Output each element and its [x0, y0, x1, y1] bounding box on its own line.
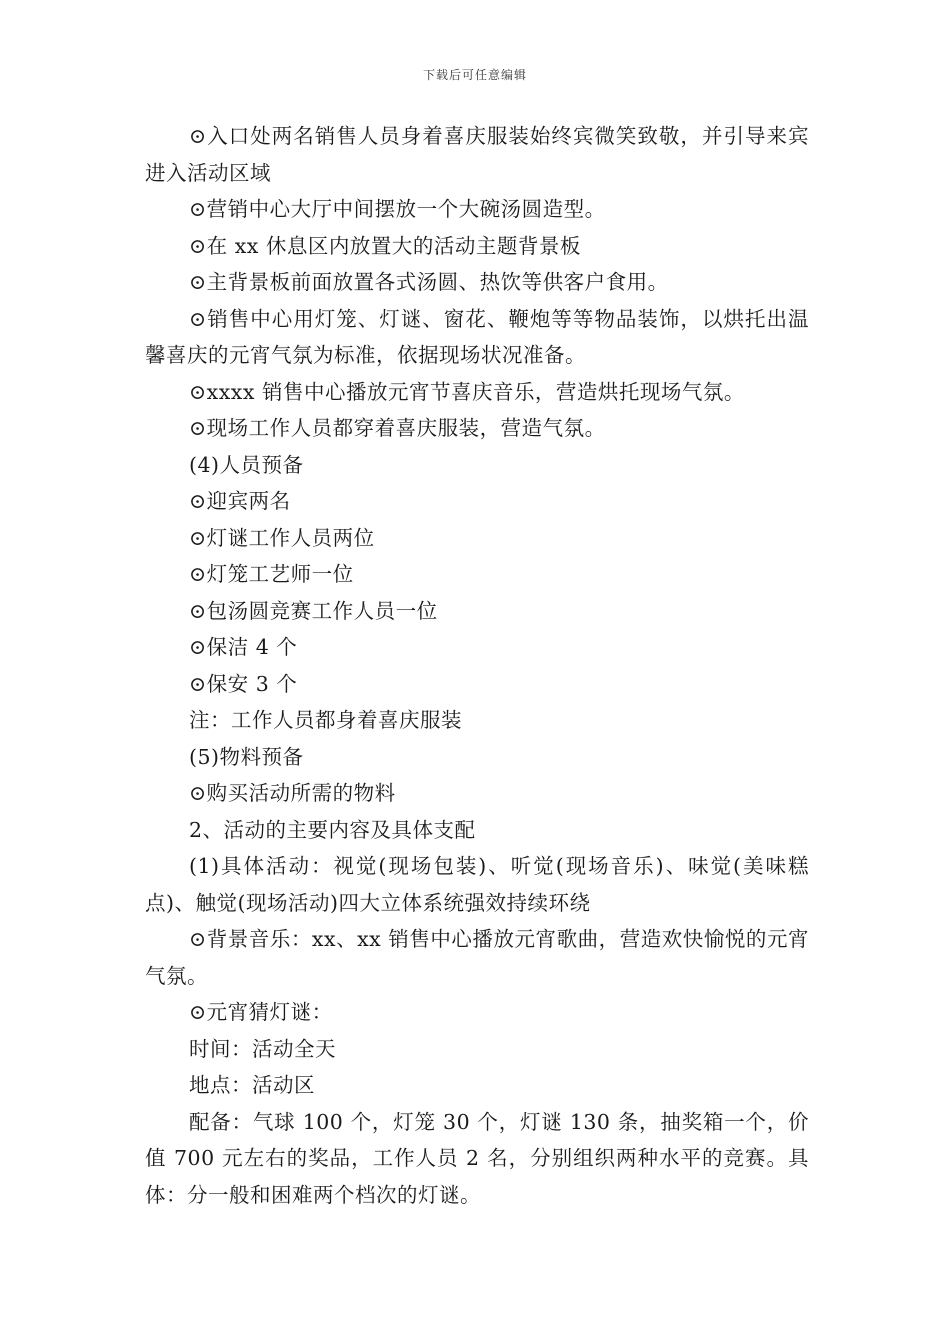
paragraph-time: 时间：活动全天	[189, 1036, 336, 1061]
paragraph-staff-attire: ⊙现场工作人员都穿着喜庆服装，营造气氛。	[189, 416, 606, 440]
list-item: ⊙灯谜工作人员两位	[189, 525, 375, 550]
section-heading-materials: (5)物料预备	[189, 744, 304, 769]
paragraph-music: ⊙xxxx 销售中心播放元宵节喜庆音乐，营造烘托现场气氛。	[189, 379, 745, 404]
paragraph-greeters: ⊙入口处两名销售人员身着喜庆服装始终宾微笑致敬，并引导来宾进入活动区域	[145, 124, 809, 185]
list-item: ⊙保安 3 个	[189, 671, 298, 696]
paragraph-tangyuan-bowl: ⊙营销中心大厅中间摆放一个大碗汤圆造型。	[189, 197, 606, 221]
paragraph-activities: (1)具体活动：视觉(现场包装)、听觉(现场音乐)、味觉(美味糕点)、触觉(现场活动)四大立体系统强效持续环绕	[145, 854, 809, 915]
list-item: ⊙保洁 4 个	[189, 635, 298, 659]
paragraph-lantern-riddles: ⊙元宵猜灯谜：	[189, 1000, 333, 1024]
list-item: ⊙灯笼工艺师一位	[189, 562, 354, 586]
paragraph-food-display: ⊙主背景板前面放置各式汤圆、热饮等供客户食用。	[189, 270, 669, 294]
paragraph-background-music: ⊙背景音乐：xx、xx 销售中心播放元宵歌曲，营造欢快愉悦的元宵气氛。	[145, 927, 809, 988]
paragraph-location: 地点：活动区	[189, 1073, 315, 1097]
list-item: ⊙购买活动所需的物料	[189, 781, 396, 805]
section-heading-personnel: (4)人员预备	[189, 452, 304, 477]
section-heading-main-content: 2、活动的主要内容及具体支配	[189, 817, 476, 842]
document-body	[145, 118, 809, 1213]
list-item: ⊙迎宾两名	[189, 489, 291, 513]
note-text: 注：工作人员都身着喜庆服装	[189, 708, 462, 732]
paragraph-equipment: 配备：气球 100 个，灯笼 30 个，灯谜 130 条，抽奖箱一个，价值 700 元左右的奖品，工作人员 2 名，分别组织两种水平的竞赛。具体：分一般和困难两个档次的灯谜。	[145, 1109, 809, 1207]
page-header: 下载后可任意编辑	[422, 68, 527, 82]
list-item: ⊙包汤圆竞赛工作人员一位	[189, 598, 438, 623]
paragraph-backdrop: ⊙在 xx 休息区内放置大的活动主题背景板	[189, 233, 581, 258]
paragraph-decorations: ⊙销售中心用灯笼、灯谜、窗花、鞭炮等等物品装饰，以烘托出温馨喜庆的元宵气氛为标准，依据现场状况准备。	[145, 306, 809, 367]
